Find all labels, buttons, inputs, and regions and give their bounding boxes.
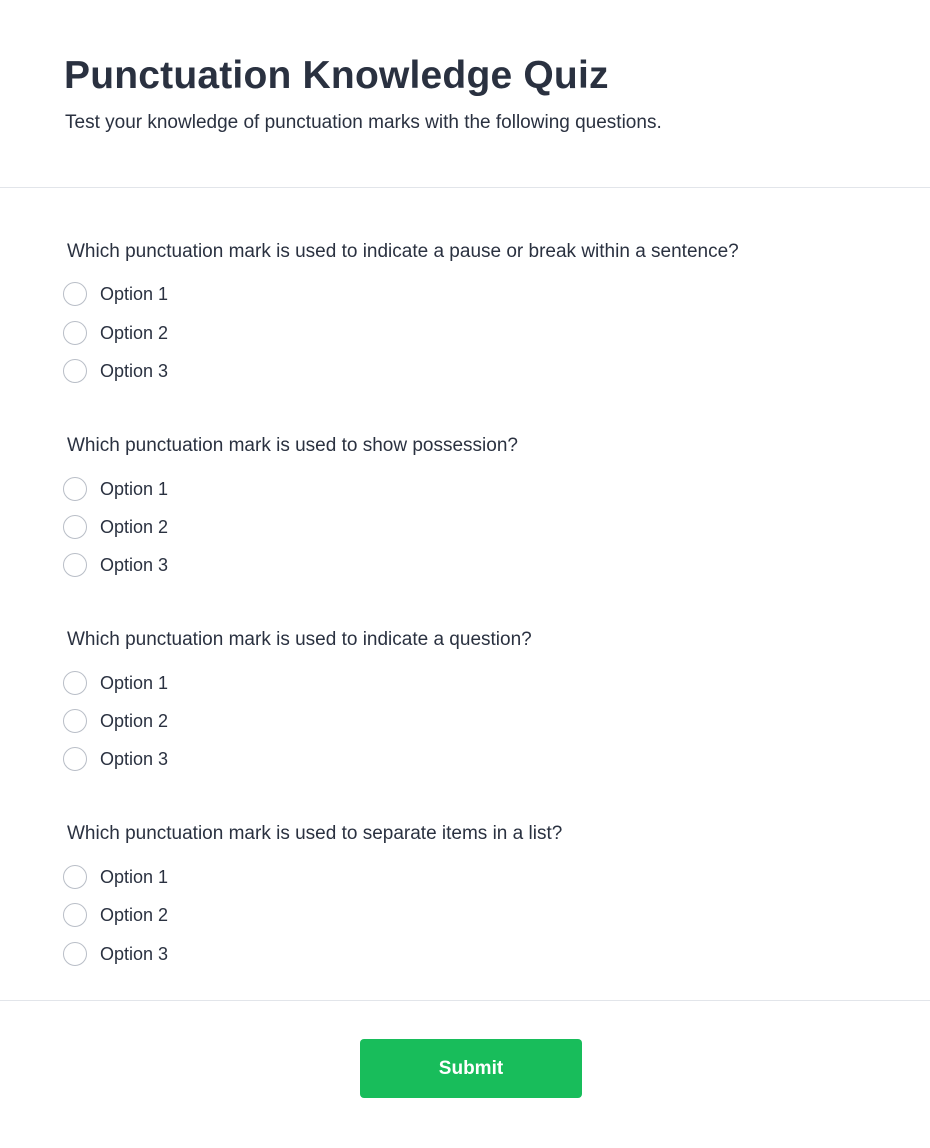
radio-button[interactable]	[63, 282, 87, 306]
question-3-option-2[interactable]	[63, 708, 168, 734]
question-3-option-3[interactable]	[63, 746, 168, 772]
option-label: Option 2	[100, 711, 169, 731]
quiz-footer	[0, 1000, 930, 1148]
question-4-option-1[interactable]	[63, 864, 168, 890]
option-label: Option 1	[100, 673, 169, 693]
option-label: Option 3	[100, 749, 169, 769]
radio-button[interactable]	[63, 903, 87, 927]
option-label: Option 1	[100, 479, 169, 499]
radio-button[interactable]	[63, 321, 87, 345]
option-label: Option 3	[100, 555, 169, 575]
question-2-option-2[interactable]	[63, 514, 168, 540]
radio-button[interactable]	[63, 359, 87, 383]
option-label: Option 3	[100, 944, 169, 964]
radio-button[interactable]	[63, 942, 87, 966]
question-4-option-3[interactable]	[63, 941, 168, 967]
radio-button[interactable]	[63, 515, 87, 539]
radio-button[interactable]	[63, 709, 87, 733]
radio-button[interactable]	[63, 747, 87, 771]
radio-button[interactable]	[63, 865, 87, 889]
submit-button[interactable]: Submit	[360, 1039, 582, 1098]
question-2-option-1[interactable]	[63, 476, 168, 502]
option-label: Option 1	[100, 284, 169, 304]
quiz-header	[0, 0, 930, 188]
option-label: Option 2	[100, 905, 169, 925]
option-label: Option 1	[100, 867, 169, 887]
question-1-option-2[interactable]	[63, 320, 168, 346]
question-2-option-3[interactable]	[63, 552, 168, 578]
question-text: Which punctuation mark is used to indicate a pause or break within a sentence?	[67, 241, 739, 262]
question-4-option-2[interactable]	[63, 902, 168, 928]
question-3-option-1[interactable]	[63, 670, 168, 696]
page-subtitle: Test your knowledge of punctuation marks with the following questions.	[65, 112, 662, 133]
question-text: Which punctuation mark is used to indicate a question?	[67, 629, 532, 650]
radio-button[interactable]	[63, 553, 87, 577]
radio-button[interactable]	[63, 671, 87, 695]
question-text: Which punctuation mark is used to separate items in a list?	[67, 823, 563, 844]
option-label: Option 2	[100, 323, 169, 343]
question-text: Which punctuation mark is used to show possession?	[67, 435, 518, 456]
radio-button[interactable]	[63, 477, 87, 501]
question-1-option-1[interactable]	[63, 281, 168, 307]
question-1-option-3[interactable]	[63, 358, 168, 384]
page-title: Punctuation Knowledge Quiz	[64, 54, 609, 97]
option-label: Option 3	[100, 361, 169, 381]
option-label: Option 2	[100, 517, 169, 537]
